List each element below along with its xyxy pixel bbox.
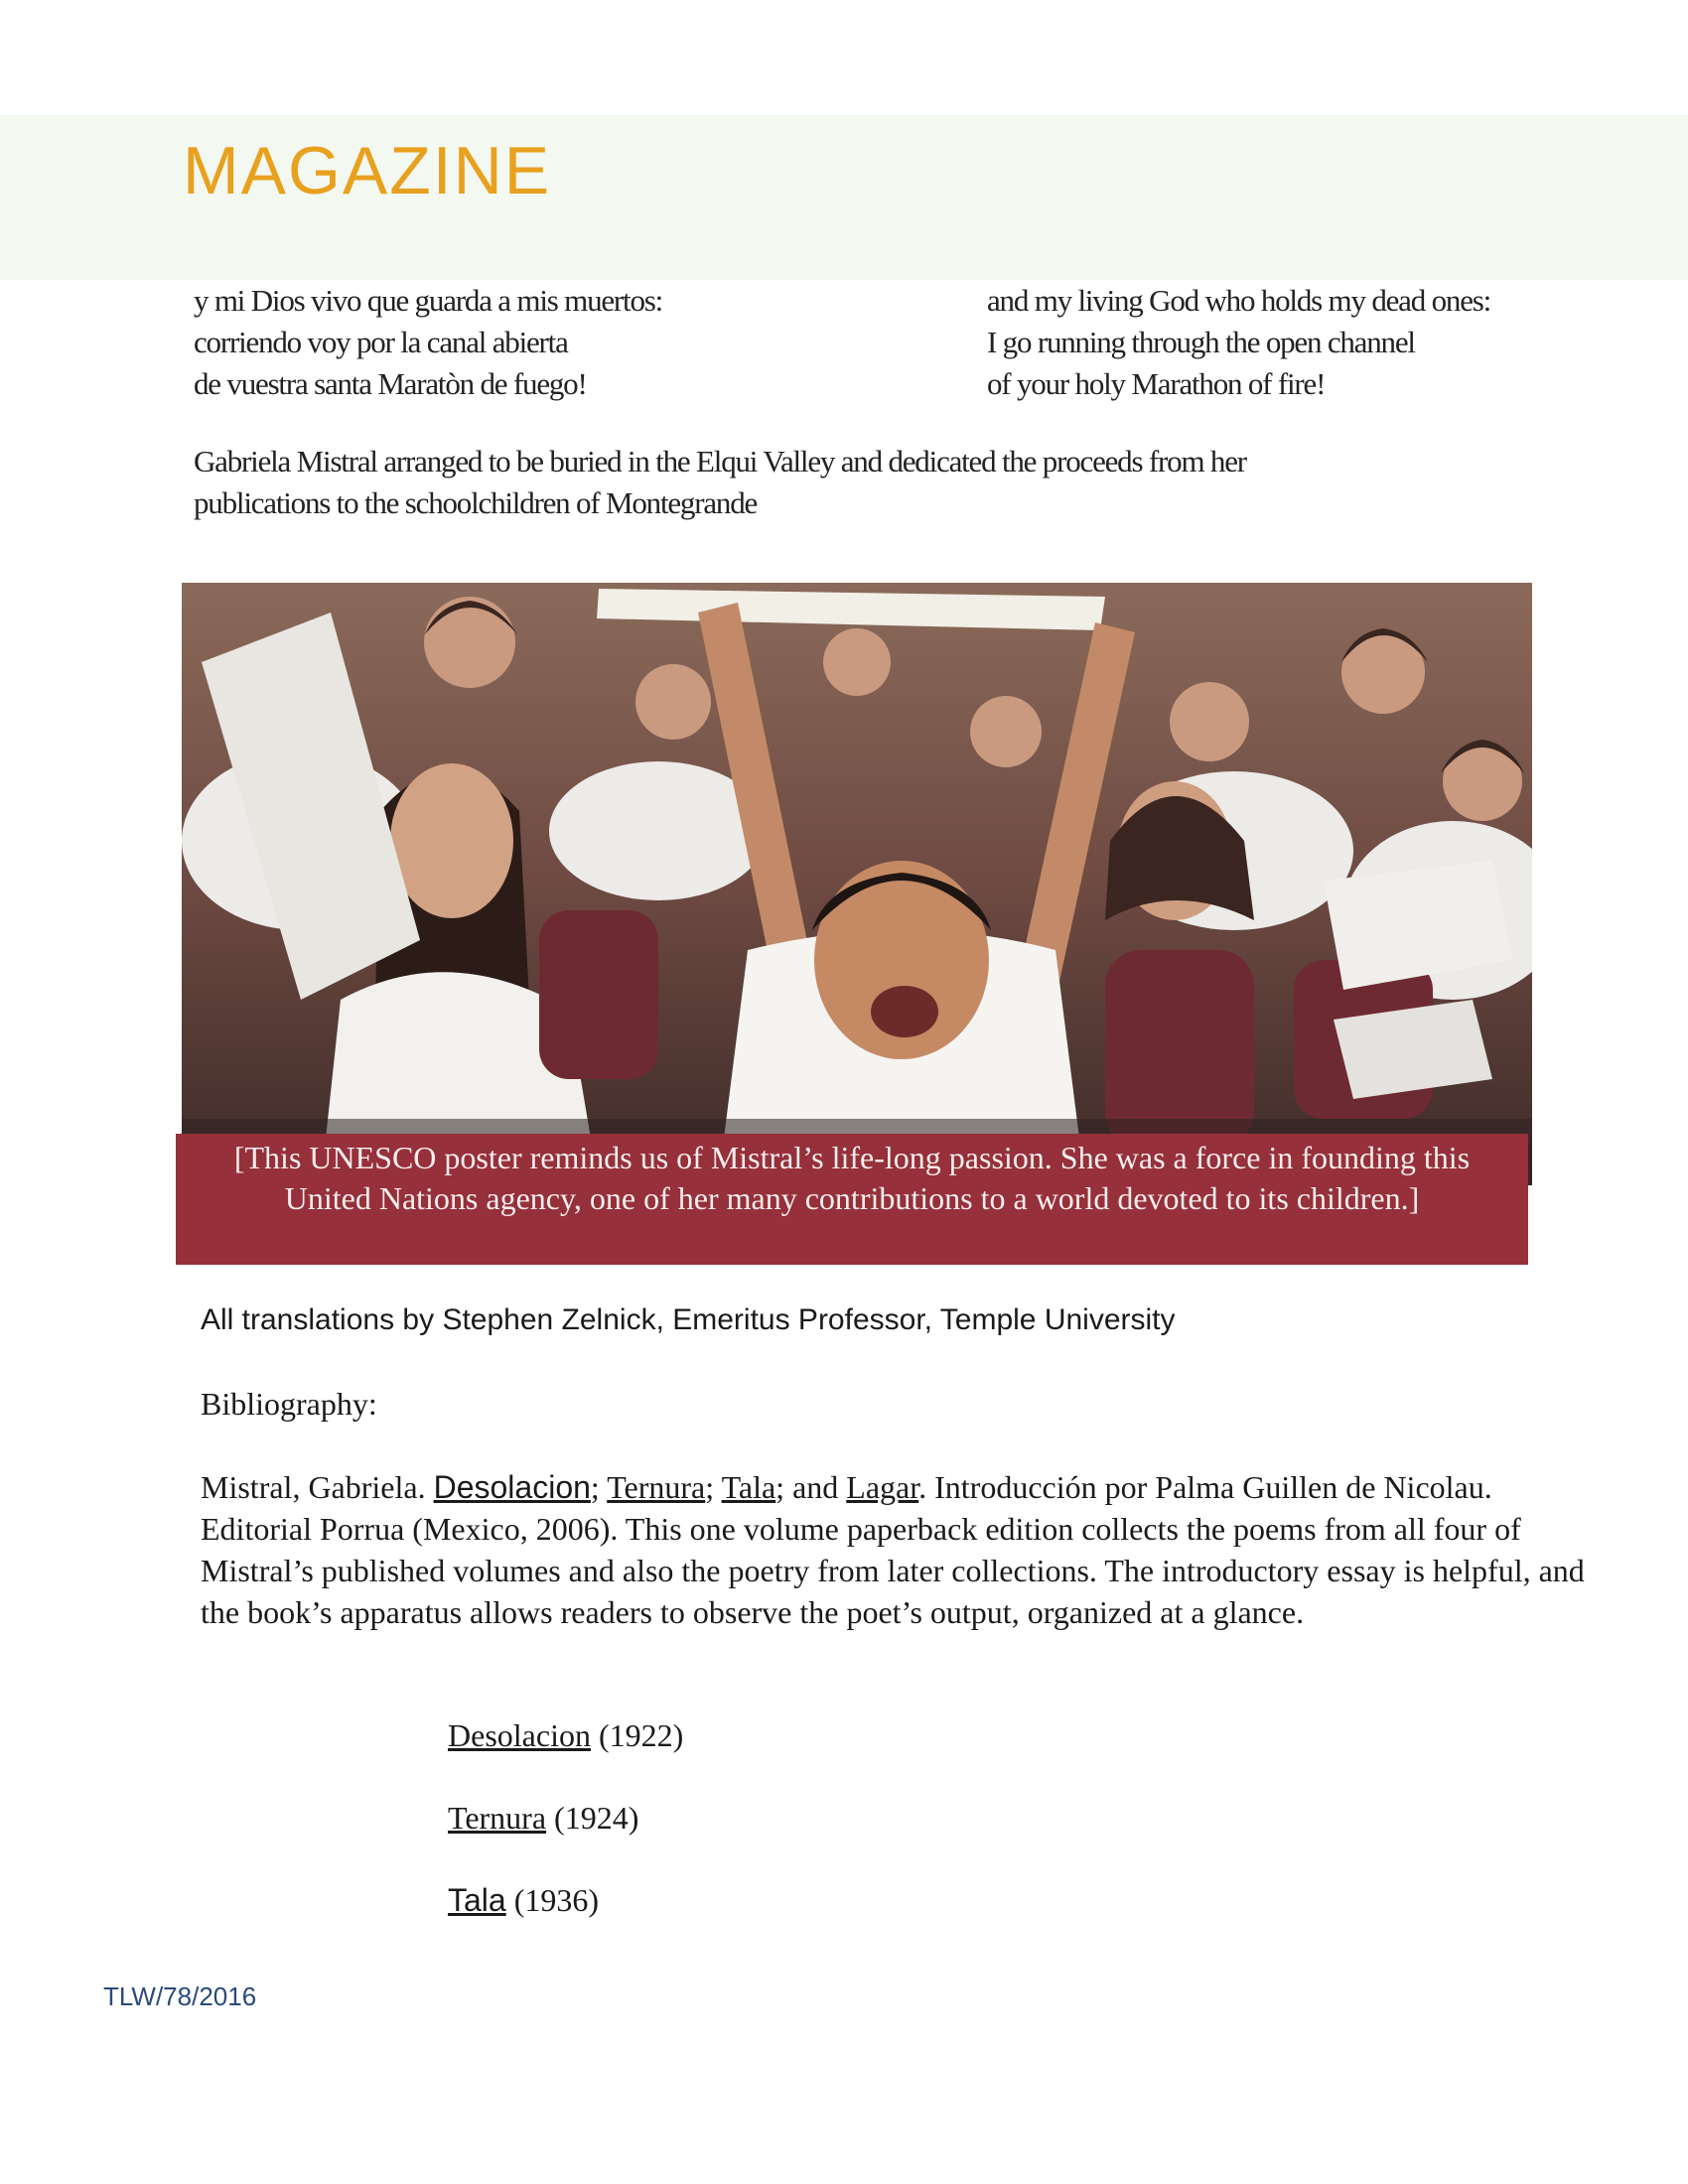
poem-english: [987, 280, 1490, 405]
bibliography-description: . Introducción por Palma Guillen de Nicolau. Editorial Porrua (Mexico, 2006). This one volume paperback edition collects the poems from all four of Mistral’s published volumes and also the poetry from later collections. The introductory essay is helpful, and the book’s apparatus allows readers to observe the poet’s output, organized at a glance.: [201, 1469, 1585, 1630]
bibliography-heading: Bibliography:: [201, 1386, 377, 1422]
work-title: Ternura: [448, 1800, 547, 1836]
work-year: (1936): [513, 1882, 600, 1918]
work-title: Tala: [448, 1882, 506, 1918]
work-title: Desolacion: [448, 1717, 591, 1753]
translation-credits: All translations by Stephen Zelnick, Emeritus Professor, Temple University: [201, 1303, 1176, 1336]
bibliography-separator: ;: [590, 1469, 600, 1505]
bibliography-entry: [201, 1466, 1611, 1633]
bibliography-separator: ;: [705, 1469, 715, 1505]
bibliography-title-desolacion: Desolacion: [433, 1469, 591, 1505]
works-list-item: [448, 1715, 683, 1798]
issue-code: TLW/78/2016: [103, 1981, 257, 2011]
burial-note: Gabriela Mistral arranged to be buried in the Elqui Valley and dedicated the proceeds from her publications to the schoolchildren of Montegrande: [194, 444, 1246, 520]
poem-spanish-line: de vuestra santa Maratòn de fuego!: [194, 366, 587, 401]
poem-english-line: of your holy Marathon of fire!: [987, 366, 1326, 401]
poem-spanish-line: y mi Dios vivo que guarda a mis muertos:: [194, 283, 663, 318]
magazine-title: MAGAZINE: [183, 133, 552, 208]
work-year: (1922): [598, 1717, 684, 1753]
magazine-banner: [0, 115, 1688, 280]
work-year: (1924): [554, 1800, 639, 1836]
poem-english-line: and my living God who holds my dead ones:: [987, 283, 1491, 318]
works-list-item: [448, 1880, 683, 1963]
unesco-poster-photo: [182, 583, 1532, 1185]
bibliography-title-tala: Tala: [721, 1469, 776, 1505]
works-list-item: [448, 1798, 683, 1880]
bibliography-title-ternura: Ternura: [607, 1469, 706, 1505]
bibliography-separator: ; and: [775, 1469, 839, 1505]
bibliography-author: Mistral, Gabriela.: [201, 1469, 426, 1505]
bibliography-title-lagar: Lagar: [846, 1469, 919, 1505]
poem-english-line: I go running through the open channel: [987, 325, 1415, 359]
works-list: [448, 1715, 683, 1963]
poem-spanish: [194, 280, 662, 405]
poem-spanish-line: corriendo voy por la canal abierta: [194, 325, 568, 359]
photo-caption: [This UNESCO poster reminds us of Mistral’s life-long passion. She was a force in founding this United Nations agency, one of her many contributions to a world devoted to its children.]: [176, 1134, 1528, 1265]
